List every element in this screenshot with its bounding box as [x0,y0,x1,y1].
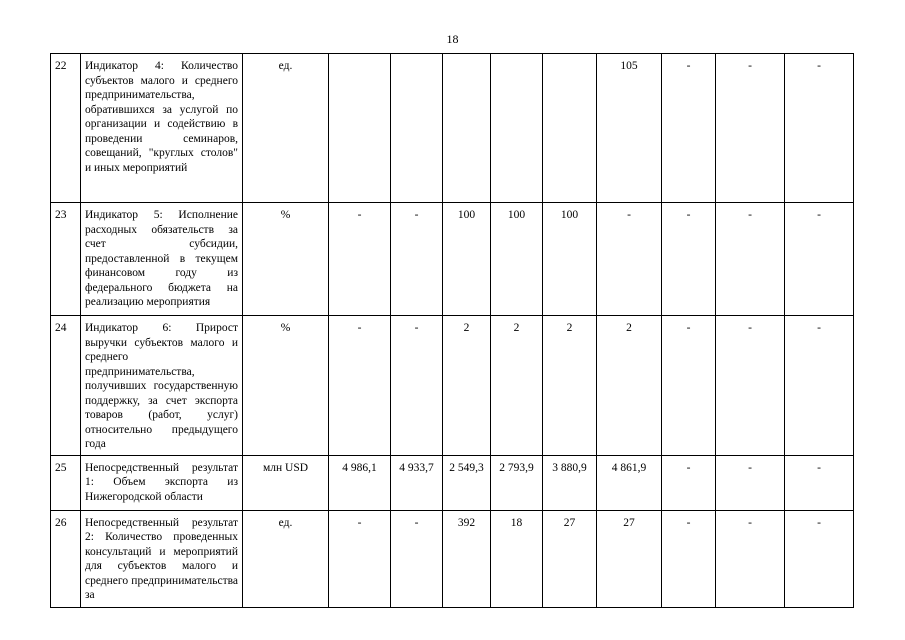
row-value-5: 3 880,9 [543,455,597,510]
row-value-8: - [716,510,785,607]
page-number: 18 [446,32,459,46]
row-value-6: - [597,203,662,316]
row-number: 23 [51,203,81,316]
row-value-5: 27 [543,510,597,607]
row-value-3: 100 [443,203,491,316]
row-value-3: 2 [443,316,491,456]
row-value-1: 4 986,1 [329,455,391,510]
row-value-4: 2 793,9 [491,455,543,510]
table-row [51,455,854,510]
row-name: Индикатор 6: Прирост выручки субъектов малого и среднего предпринимательства, получивших государственную поддержку, за счет экспорта товаров (работ, услуг) относительно предыдущего года [81,316,243,456]
row-value-8: - [716,54,785,203]
row-unit: млн USD [243,455,329,510]
row-name: Непосредственный результат 2: Количество проведенных консультаций и мероприятий для субъектов малого и среднего предпринимательства за [81,510,243,607]
row-value-9: - [785,455,854,510]
row-value-4 [491,54,543,203]
row-value-4: 18 [491,510,543,607]
table-row [51,316,854,456]
row-value-4: 100 [491,203,543,316]
row-value-9: - [785,316,854,456]
row-value-4: 2 [491,316,543,456]
row-value-7: - [662,54,716,203]
table-row [51,203,854,316]
row-value-3: 392 [443,510,491,607]
row-value-8: - [716,455,785,510]
row-number: 26 [51,510,81,607]
row-value-5 [543,54,597,203]
row-unit: ед. [243,510,329,607]
row-value-6: 27 [597,510,662,607]
row-value-9: - [785,510,854,607]
row-value-7: - [662,455,716,510]
row-value-2: 4 933,7 [391,455,443,510]
table-row [51,510,854,607]
row-name: Индикатор 4: Количество субъектов малого и среднего предпринимательства, обратившихся за услугой по организации и содействию в проведении семинаров, совещаний, "круглых столов" и иных мероприятий [81,54,243,203]
row-value-6: 105 [597,54,662,203]
row-value-2: - [391,316,443,456]
table-row [51,54,854,203]
row-value-1: - [329,316,391,456]
row-value-8: - [716,203,785,316]
indicators-table [50,53,854,608]
row-value-7: - [662,203,716,316]
row-unit: % [243,203,329,316]
row-value-2: - [391,510,443,607]
row-unit: ед. [243,54,329,203]
row-name: Индикатор 5: Исполнение расходных обязательств за счет субсидии, предоставленной в текущем финансовом году из федерального бюджета на реализацию мероприятия [81,203,243,316]
row-value-7: - [662,316,716,456]
row-unit: % [243,316,329,456]
row-value-1: - [329,203,391,316]
row-value-7: - [662,510,716,607]
row-value-1 [329,54,391,203]
row-value-2: - [391,203,443,316]
row-value-1: - [329,510,391,607]
row-number: 25 [51,455,81,510]
row-value-9: - [785,54,854,203]
row-name: Непосредственный результат 1: Объем экспорта из Нижегородской области [81,455,243,510]
row-value-8: - [716,316,785,456]
table-body [51,54,854,608]
row-value-5: 100 [543,203,597,316]
row-value-3: 2 549,3 [443,455,491,510]
row-value-6: 2 [597,316,662,456]
row-value-3 [443,54,491,203]
row-number: 22 [51,54,81,203]
row-number: 24 [51,316,81,456]
row-value-2 [391,54,443,203]
row-value-9: - [785,203,854,316]
row-value-6: 4 861,9 [597,455,662,510]
row-value-5: 2 [543,316,597,456]
